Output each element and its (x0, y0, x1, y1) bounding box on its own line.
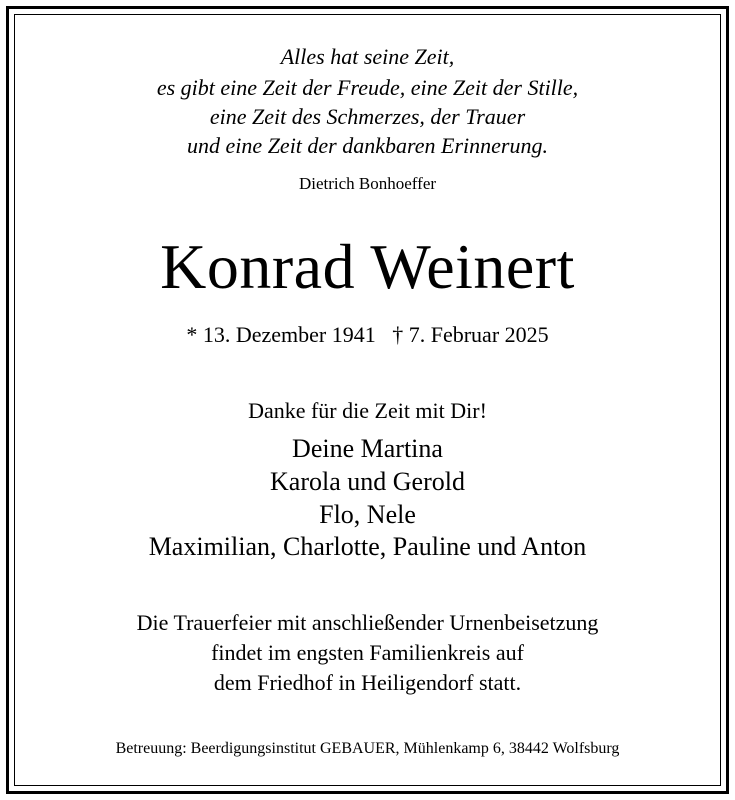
life-dates: * 13. Dezember 1941 † 7. Februar 2025 (186, 322, 549, 347)
mourner-line-4: Maximilian, Charlotte, Pauline und Anton (148, 532, 587, 561)
ceremony-line-1: Die Trauerfeier mit anschließender Urnenbeisetzung (136, 610, 599, 635)
quote-line-3: eine Zeit des Schmerzes, der Trauer (209, 104, 526, 129)
quote-line-2: es gibt eine Zeit der Freude, eine Zeit der Stille, (156, 75, 579, 100)
funeral-home-note: Betreuung: Beerdigungsinstitut GEBAUER, Mühlenkamp 6, 38442 Wolfsburg (115, 740, 620, 757)
quote-author: Dietrich Bonhoeffer (298, 174, 437, 193)
mourner-line-2: Karola und Gerold (270, 467, 465, 496)
quote-line-4: und eine Zeit der dankbaren Erinnerung. (187, 133, 548, 158)
ceremony-line-2: findet im engsten Familienkreis auf (211, 640, 524, 665)
mourner-line-3: Flo, Nele (319, 500, 416, 529)
mourner-line-1: Deine Martina (292, 434, 443, 463)
deceased-name: Konrad Weinert (160, 231, 575, 302)
ceremony-line-3: dem Friedhof in Heiligendorf statt. (213, 670, 522, 695)
thanks-line: Danke für die Zeit mit Dir! (248, 398, 487, 423)
quote-line-1: Alles hat seine Zeit, (280, 44, 455, 69)
